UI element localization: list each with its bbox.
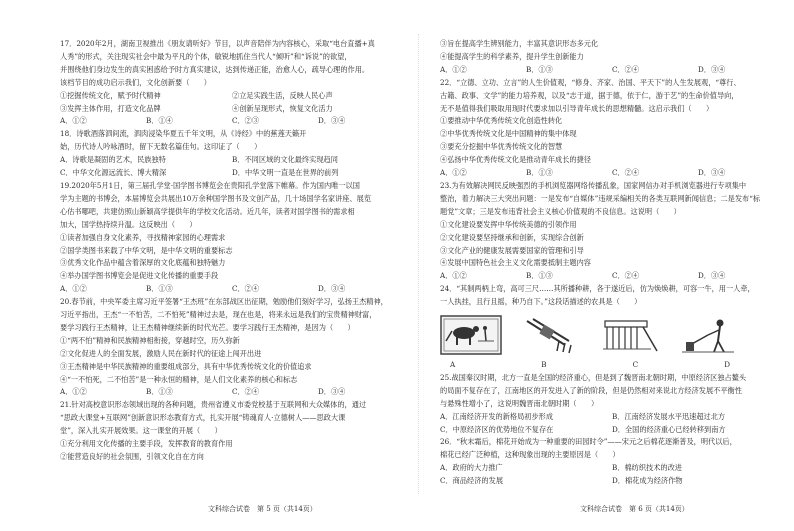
answer-choice: A．诗歌是凝固的艺术，民族独特 <box>60 155 166 165</box>
question-line: 20.春节前，中央军委主席习近平签署“王杰班”在东部战区出征期，勉励他们刻好学习，弘扬王杰精神， <box>60 297 388 307</box>
statement-option: ①文化建设要发挥中华传统美德的引领作用 <box>440 219 577 229</box>
answer-choice: D．③④ <box>698 271 726 281</box>
question-26 <box>440 436 784 488</box>
statement-option: ①要推动中华优秀传统文化创造性转化 <box>440 116 563 126</box>
question-line: 题党”文章；三是发布违背社会主义核心价值观的不良信息。这说明（ ） <box>440 206 681 216</box>
question-line: 21.针对高校意识形态领域出现的各种问题，贵州省遵义市委党校基于互联网和大众媒体的，通过 <box>60 400 367 410</box>
question-line: 堂”，深入扎实开展效果。这一课堂的开展（ ） <box>60 426 222 436</box>
answer-choice: A．①② <box>60 387 87 397</box>
statement-option: ①挖掘传统文化，赋予时代精神 <box>60 90 161 100</box>
answer-choice: D．中华文明一直是在世界的前列 <box>232 168 339 178</box>
question-22 <box>440 77 784 180</box>
answer-choice: A．江南经济开发的新格局初步形成 <box>440 411 554 421</box>
question-line: 古籍、政事、文学”的能力培养观，以及“志于道，据于德，依于仁，游于艺”的生命价值导向， <box>440 90 739 100</box>
statement-option: ①充分利用文化传播的主要手段，发挥教育的教育作用 <box>60 439 233 449</box>
page-footer: 文科综合试卷 第 6 页（共14页） <box>580 505 689 513</box>
statement-option: ④举办国学图书博览会是促进文化传播的重要手段 <box>60 271 219 281</box>
image-label: A <box>450 360 456 370</box>
seed-drill-image <box>519 315 581 355</box>
answer-choice: A．①② <box>440 271 467 281</box>
answer-choice: B．①③ <box>526 271 553 281</box>
question-line: 25.战国秦汉时期，北方一直是全国的经济重心，但是到了魏晋南北朝时期，中原经济区独占鳌头 <box>440 372 747 382</box>
question-18 <box>60 128 404 180</box>
answer-choice: B．棉纺织技术的改进 <box>612 463 682 473</box>
question-line: 24．“其制两柄上弯，高可三尺……其所播种耕，各于遂近后，仿为焕焕耕，可容一牛，用一人牵， <box>440 284 755 294</box>
question-line: 心估书哪吧，共建仿照山新颖高学提供年的学校文化活动。近几年，读者对国学图书的需求相 <box>60 206 355 216</box>
question-25 <box>440 372 784 437</box>
answer-choice: C．中华文化源远流长、博大精深 <box>60 168 167 178</box>
answer-choice: A．①② <box>440 64 467 74</box>
answer-choice: C．中原经济区的优势地位不复存在 <box>440 424 554 434</box>
statement-option: ④弘扬中华优秀传统文化是推动青年成长的捷径 <box>440 155 591 165</box>
question-line: 加大，国学热持续升温。这反映出（ ） <box>60 219 197 229</box>
answer-choice: A．①② <box>60 116 87 126</box>
statement-option: ③王杰精神是中华民族精神的重要组成部分，具有中华优秀传统文化的价值追求 <box>60 361 312 371</box>
answer-choice: A．政府的大力推广 <box>440 463 503 473</box>
answer-choice: C．②③ <box>232 116 260 126</box>
question-line: 与悬殊性增小了，这说明魏晋南北朝时期（ ） <box>440 398 599 408</box>
answer-choice: A．①② <box>60 284 87 294</box>
question-line: 始，历代诗人吟咏酒时，留下无数名篇佳句。这印证了（ ） <box>60 142 262 152</box>
farm-tool-images <box>440 315 740 357</box>
question-21 <box>60 399 404 464</box>
statement-option: ②能营造良好的社会氛围，引领文化自在方向 <box>60 452 204 461</box>
answer-choice: B．①③ <box>526 64 553 74</box>
page-footer: 文科综合试卷 第 5 页（共14页） <box>208 505 317 513</box>
statement-option: ③发挥主体作用，打造文化品牌 <box>60 103 161 113</box>
statement-option: ③要充分挖掘中华优秀传统文化的智慧 <box>440 142 563 152</box>
right-column <box>440 38 784 488</box>
question-23 <box>440 180 784 283</box>
answer-choice: B．江南经济发展水平迅速超过北方 <box>612 411 726 421</box>
question-24 <box>440 283 784 372</box>
answer-choice: D．③④ <box>698 64 726 74</box>
statement-option: ①读者加强自身文化素养，寻找精神家园的心理需求 <box>60 232 226 242</box>
question-line: 17．2020年2月，湖南卫视推出《朋友请听好》节目，以声音陪伴为内容核心，采取“电台直播+真 <box>60 39 375 48</box>
answer-choice: C．商品经济的发展 <box>440 476 504 486</box>
question-line: 人秀”的形式，关注现实社会中最为平凡的个体，敏锐地抓住当代人“倾听”和“诉说”的欲望， <box>60 51 352 61</box>
question-line: 学为主题的书博会，本届博览会共展出10万余种国学图书及文创产品，几十场国学名家讲座、展览 <box>60 193 372 203</box>
answer-choice: D．③④ <box>698 168 726 178</box>
image-label: B <box>541 360 547 370</box>
answer-choice: C．②④ <box>232 387 260 397</box>
question-line: 无不是值得我们吸取用现时代要求加以引导青年成长的思想精髓。这启示我们（ ） <box>440 103 714 113</box>
answer-choice: C．②④ <box>232 284 260 294</box>
question-19 <box>60 180 404 296</box>
answer-choice: B．不同区域的文化最终实现趋同 <box>232 155 338 165</box>
answer-choice: B．①③ <box>146 387 173 397</box>
water-wheel-image <box>599 315 661 355</box>
ox-plowing-image <box>440 315 502 355</box>
answer-choice: D．全国的经济重心已经转移到南方 <box>612 424 726 434</box>
statement-option: ②文化建设要坚持继承和创新，实现综合创新 <box>440 232 584 242</box>
answer-choice: D．③④ <box>318 284 346 294</box>
question-line: 的局面不复存在了，江南地区的开发进入了新的阶段，但是仍然相对来说北方经济发展不平衡性 <box>440 385 742 395</box>
question-17 <box>60 38 404 128</box>
statement-option: ④“一不怕死，二不怕苦”是一种永恒的精神，是人们文化素养的核心和标志 <box>60 374 298 384</box>
statement-option: ②中华优秀传统文化是中国精神的集中体现 <box>440 129 577 139</box>
statement-option: ④能提高学生的科学素养，提升学生创新能力 <box>440 51 584 61</box>
hoe-farmer-image <box>678 315 740 355</box>
question-20 <box>60 296 404 399</box>
answer-choice: B．①④ <box>146 116 173 126</box>
question-line: 23.为有效解决网民反映强烈的手机浏览器网络传播乱象，国家网信办对手机浏览器进行专项集中 <box>440 180 747 190</box>
answer-choice: B．①③ <box>526 168 553 178</box>
answer-choice: D．③④ <box>318 116 346 126</box>
statement-option: ③优秀文化作品中蕴含着深厚的文化底蕴和独特魅力 <box>60 258 226 268</box>
question-line: 并围绕他们身边发生的真实困惑给予时方真实建议，达到传递正能，治愈人心，疏导心理的作用。 <box>60 64 370 74</box>
statement-option: ①“两不怕”精神和民族精神相衔接，穿越时空，历久弥新 <box>60 335 240 345</box>
left-column <box>60 38 404 464</box>
answer-choice: C．②④ <box>612 64 640 74</box>
image-label: C <box>632 360 639 370</box>
answer-choice: A．①② <box>440 168 467 178</box>
answer-choice: B．①③ <box>146 284 173 294</box>
question-line: 棉花已经广泛种植，这种现象出现的主要原因是（ ） <box>440 450 620 460</box>
question-line: 该档节目的成功启示我们，文化创新要（ ） <box>60 77 211 87</box>
question-21-continued <box>440 38 784 77</box>
question-line: 一人执挂，且行且摇，种乃自下。”这段话描述的农具是（ ） <box>440 297 642 307</box>
question-line: 26．“秋末霜后，棉花开始成为一种重要的田园时令”——宋元之后棉花逐渐普及，明代以后， <box>440 437 737 447</box>
statement-option: ②文化促进人的全面发展，激励人民在新时代的征途上闯开出进 <box>60 348 262 358</box>
question-line: 22．“立德、立功、立言”的人生价值观，“修身、齐家、治国、平天下”的人生发展观，“尊行、 <box>440 77 741 87</box>
question-line: 习近平指出，王杰“一不怕苦，二不怕死”精神过去是，现在也是，将来永远是我们的宝贵精神财富， <box>60 310 377 320</box>
question-line: 18．诗歌酒落泗间流，泗肉浸染华夏五千年文明，从《诗经》中的蕉莲天籁开 <box>60 129 307 139</box>
statement-option: ②国学类图书来载了中华文明，是中华文明的重要标志 <box>60 245 233 255</box>
question-line: “思政大课堂+互联网”创新意识形态教育方式，扎实开展“铸魂育人·立德树人——思政大课 <box>60 413 346 423</box>
answer-choice: D．棉花成为经济作物 <box>612 476 683 486</box>
answer-choice: C．②④ <box>612 168 640 178</box>
statement-option: ④发展中国特色社会主义文化需要抵制主题内容 <box>440 258 591 268</box>
statement-option: ③文化产业的健康发展需要国家的管理和引导 <box>440 245 584 255</box>
statement-option: ②立足实践生活，反映人民心声 <box>232 90 333 100</box>
image-label: D <box>724 360 730 370</box>
question-line: 整治，着力解决三大突出问题：一是发布“自媒体”违规采编相关的各类互联网新闻信息；二是发布“标 <box>440 193 761 203</box>
answer-choice: D．③④ <box>318 387 346 397</box>
statement-option: ③旨在提高学生辨别能力，丰富其意识形态多元化 <box>440 39 599 48</box>
statement-option: ④创新呈现形式，恢复文化活力 <box>232 103 333 113</box>
question-line: 19.2020年5月1日，第三届孔学堂·国学图书博览会在贵阳孔学堂落下帷幕。作为国内唯一以国 <box>60 180 360 190</box>
answer-choice: C．②④ <box>612 271 640 281</box>
column-divider <box>418 34 419 494</box>
question-line: 要学习践行王杰精神，让王杰精神继续新的时代光芒。要学习践行王杰精神，是因为（ ） <box>60 322 355 332</box>
